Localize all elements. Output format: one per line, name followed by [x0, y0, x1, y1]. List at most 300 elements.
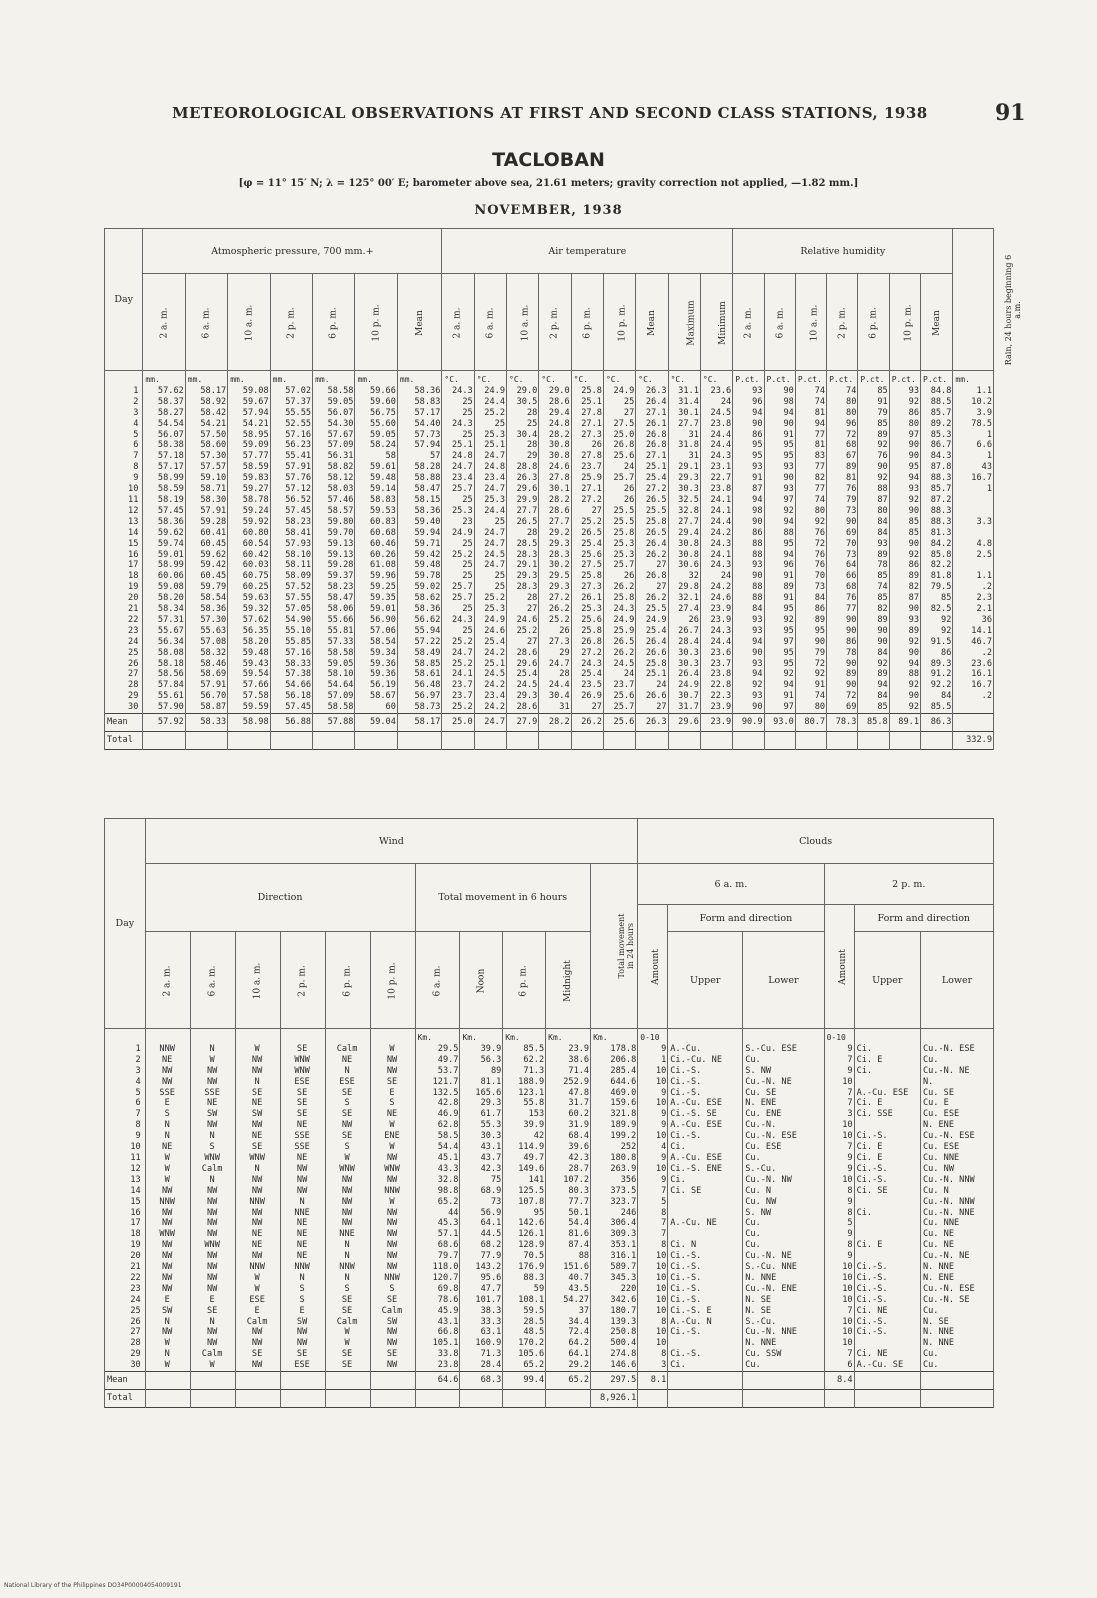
table-cell: 74 — [795, 495, 826, 506]
table-cell: 57.09 — [313, 440, 355, 451]
table-cell: 85 — [858, 419, 889, 430]
table-cell: 54.64 — [313, 680, 355, 691]
table-cell — [235, 1029, 280, 1044]
table-cell: 44 — [415, 1208, 460, 1219]
table-cell: NW — [190, 1208, 235, 1219]
table-cell: 24.2 — [700, 582, 732, 593]
column-header: 2 p. m. — [539, 274, 571, 371]
table-cell: W — [370, 1044, 415, 1055]
table-cell: 55.8 — [503, 1098, 546, 1109]
table-cell: 57 — [397, 451, 441, 462]
table-cell: 55.41 — [270, 451, 312, 462]
table-cell: 29.6 — [507, 659, 539, 670]
table-cell: 57.84 — [143, 680, 185, 691]
table-cell: 27.2 — [571, 648, 603, 659]
table-cell — [190, 1372, 235, 1390]
table-cell: 28 — [507, 593, 539, 604]
table-cell: 92 — [764, 506, 795, 517]
table-cell: 89 — [858, 550, 889, 561]
table-cell: 85 — [858, 593, 889, 604]
table-cell: 59.54 — [228, 669, 270, 680]
table-cell: 309.3 — [591, 1229, 638, 1240]
table-cell — [668, 1197, 743, 1208]
table-cell: 36 — [953, 615, 994, 626]
table-cell: 59.37 — [313, 571, 355, 582]
table-cell — [854, 1120, 920, 1131]
table-cell: 5 — [638, 1197, 668, 1208]
table-cell: 29.5 — [539, 571, 571, 582]
table-cell: 57.46 — [313, 495, 355, 506]
table-cell: W — [145, 1338, 190, 1349]
table-cell — [145, 1029, 190, 1044]
table-cell: 84 — [858, 648, 889, 659]
table-cell: 246 — [591, 1208, 638, 1219]
table-cell: 58.61 — [397, 669, 441, 680]
table-cell: WNW — [190, 1153, 235, 1164]
table-cell: 120.7 — [415, 1273, 460, 1284]
day-header-lower: Day — [105, 819, 146, 1029]
table-cell: 94 — [733, 637, 764, 648]
table-cell: 58.88 — [397, 473, 441, 484]
table-cell: 45.3 — [415, 1218, 460, 1229]
table-cell: SE — [325, 1349, 370, 1360]
table-cell: 90 — [764, 473, 795, 484]
table-cell: 9 — [638, 1153, 668, 1164]
table-cell: 8 — [824, 1186, 854, 1197]
table-cell: 58.59 — [228, 462, 270, 473]
table-cell: SE — [190, 1306, 235, 1317]
table-cell: 55.85 — [270, 637, 312, 648]
table-cell: 24.7 — [474, 451, 506, 462]
table-cell — [668, 1390, 743, 1408]
table-cell: 59.04 — [355, 714, 397, 732]
table-cell: 28.7 — [546, 1164, 591, 1175]
table-cell: 47.7 — [460, 1284, 503, 1295]
table-row — [105, 1098, 994, 1109]
table-cell: N — [190, 1317, 235, 1328]
table-cell: 96 — [733, 397, 764, 408]
table-cell: NW — [190, 1197, 235, 1208]
table-cell: 24.8 — [442, 451, 474, 462]
table-row — [105, 1262, 994, 1273]
table-row — [105, 1197, 994, 1208]
table-cell: 59.25 — [355, 582, 397, 593]
table-cell: 199.2 — [591, 1131, 638, 1142]
table-cell: 68.3 — [460, 1372, 503, 1390]
table-cell — [854, 1372, 920, 1390]
table-row — [105, 1186, 994, 1197]
total-row — [105, 1390, 994, 1408]
table-cell: 25.1 — [442, 440, 474, 451]
table-cell: 25.7 — [442, 484, 474, 495]
table-cell: 48.5 — [503, 1327, 546, 1338]
table-cell: 58.27 — [143, 408, 185, 419]
table-cell: SW — [370, 1317, 415, 1328]
table-cell: 93 — [733, 626, 764, 637]
table-cell: Cu. NNE — [920, 1218, 993, 1229]
table-cell: 25.2 — [571, 517, 603, 528]
table-cell: 43.3 — [415, 1164, 460, 1175]
table-cell: Ci.-S. SE — [668, 1109, 743, 1120]
table-cell — [442, 732, 474, 750]
table-cell: 56.62 — [397, 615, 441, 626]
table-cell: NW — [325, 1197, 370, 1208]
table-cell: Ci.-S. — [668, 1273, 743, 1284]
table-cell: NE — [280, 1251, 325, 1262]
table-cell: 76 — [795, 560, 826, 571]
column-header: 10 a. m. — [795, 274, 826, 371]
table-cell: 60.46 — [355, 539, 397, 550]
table-row — [105, 539, 994, 550]
table-cell: 28.5 — [507, 539, 539, 550]
table-cell: WNW — [145, 1229, 190, 1240]
table-cell: ESE — [280, 1360, 325, 1371]
table-cell: °C. — [442, 371, 474, 386]
table-cell: 93 — [858, 539, 889, 550]
table-row — [105, 1360, 994, 1371]
table-cell: SW — [145, 1306, 190, 1317]
table-cell: 159.6 — [591, 1098, 638, 1109]
table-cell: 93 — [889, 386, 920, 397]
table-cell: °C. — [636, 371, 668, 386]
table-cell: 89.2 — [921, 419, 953, 430]
table-cell: SE — [235, 1088, 280, 1099]
table-cell: 90 — [827, 659, 858, 670]
table-cell: SE — [325, 1306, 370, 1317]
table-cell: 26 — [668, 615, 700, 626]
table-cell: NW — [325, 1175, 370, 1186]
table-cell: NW — [190, 1262, 235, 1273]
table-cell: 10 — [824, 1262, 854, 1273]
table-cell: 24.8 — [539, 419, 571, 430]
table-cell: N — [190, 1175, 235, 1186]
table-cell: 1 — [953, 451, 994, 462]
station-coordinates: [φ = 11° 15′ N; λ = 125° 00′ E; barometer above sea, 21.61 meters; gravity correction not applied, —1.82 mm.] — [238, 178, 859, 189]
movement24-header: Total movement in 24 hours — [591, 864, 638, 1029]
table-cell: SE — [280, 1088, 325, 1099]
table-row — [105, 1208, 994, 1219]
table-cell: 25.0 — [442, 714, 474, 732]
table-cell: N — [145, 1120, 190, 1131]
column-header: 6 a. m. — [474, 274, 506, 371]
table-cell: 28.3 — [539, 550, 571, 561]
table-cell: SE — [235, 1142, 280, 1153]
table-cell — [854, 1197, 920, 1208]
table-cell: ESE — [325, 1077, 370, 1088]
table-cell: 57.30 — [185, 451, 227, 462]
table-cell: 85 — [858, 702, 889, 713]
table-cell: 10 — [824, 1120, 854, 1131]
table-cell: 71.3 — [460, 1349, 503, 1360]
table-cell: Mean — [105, 1372, 146, 1390]
table-cell: 250.8 — [591, 1327, 638, 1338]
table-cell: 57.90 — [143, 702, 185, 713]
table-cell: 58.15 — [397, 495, 441, 506]
table-cell: NW — [145, 1066, 190, 1077]
table-cell: 88.5 — [921, 397, 953, 408]
table-cell: 60.2 — [546, 1109, 591, 1120]
table-cell: 24.7 — [474, 539, 506, 550]
table-cell: 178.8 — [591, 1044, 638, 1055]
table-cell: 24.4 — [700, 440, 732, 451]
table-cell: 25.3 — [474, 430, 506, 441]
table-cell: 30 — [105, 1360, 146, 1371]
table-cell: SW — [190, 1109, 235, 1120]
table-cell: 94 — [733, 495, 764, 506]
table-cell: 125.5 — [503, 1186, 546, 1197]
table-cell: N. SE — [743, 1295, 824, 1306]
table-cell: NW — [235, 1066, 280, 1077]
table-cell: NW — [235, 1120, 280, 1131]
table-row — [105, 386, 994, 397]
table-cell: 57.16 — [270, 430, 312, 441]
table-cell: Cu.-N. NNW — [920, 1197, 993, 1208]
table-cell: 1.1 — [953, 571, 994, 582]
table-cell: 316.1 — [591, 1251, 638, 1262]
table-cell: 30.2 — [539, 560, 571, 571]
table-cell: 3 — [638, 1360, 668, 1371]
table-cell: 9 — [824, 1251, 854, 1262]
table-cell: 28 — [507, 440, 539, 451]
table-cell: 24 — [105, 637, 143, 648]
table-cell: WNW — [370, 1164, 415, 1175]
table-cell: 123.1 — [503, 1088, 546, 1099]
table-cell: 57.45 — [143, 506, 185, 517]
table-cell: 25.1 — [474, 659, 506, 670]
table-cell: NE — [145, 1142, 190, 1153]
table-cell: 10 — [638, 1251, 668, 1262]
humidity-group-header: Relative humidity — [733, 229, 953, 274]
table-cell: 7 — [105, 1109, 146, 1120]
table-cell: 90 — [858, 626, 889, 637]
table-cell: 62.8 — [415, 1120, 460, 1131]
table-cell: S — [190, 1142, 235, 1153]
table-cell: NW — [190, 1186, 235, 1197]
table-cell: 86.3 — [921, 714, 953, 732]
table-cell: 25.2 — [474, 408, 506, 419]
table-row — [105, 1120, 994, 1131]
table-cell: 9 — [824, 1164, 854, 1175]
table-cell — [474, 732, 506, 750]
table-cell — [235, 1390, 280, 1408]
footer-credit: National Library of the Philippines DO34P00004054009191 — [4, 1582, 182, 1589]
table-cell: NE — [280, 1240, 325, 1251]
table-cell: 59.61 — [355, 462, 397, 473]
table-cell: 79.7 — [415, 1251, 460, 1262]
table-cell: N — [280, 1273, 325, 1284]
table-cell: NNW — [145, 1197, 190, 1208]
table-cell: 25.4 — [571, 669, 603, 680]
table-cell: 26 — [105, 1317, 146, 1328]
table-cell: 56.97 — [397, 691, 441, 702]
table-cell: 65.2 — [503, 1360, 546, 1371]
table-cell: 59.79 — [185, 582, 227, 593]
table-cell: 25.5 — [603, 517, 635, 528]
table-cell: mm. — [397, 371, 441, 386]
table-cell: 263.9 — [591, 1164, 638, 1175]
table-cell: 70.5 — [503, 1251, 546, 1262]
table-cell: W — [325, 1327, 370, 1338]
table-cell: 21 — [105, 1262, 146, 1273]
form-subheader: Lower — [920, 932, 993, 1029]
column-header: Mean — [921, 274, 953, 371]
table-cell: N — [235, 1077, 280, 1088]
table-cell: 30.1 — [668, 408, 700, 419]
table-cell: NW — [235, 1208, 280, 1219]
table-cell: 1 — [953, 430, 994, 441]
table-cell — [190, 1029, 235, 1044]
table-cell: NE — [145, 1055, 190, 1066]
table-cell: 29.3 — [460, 1098, 503, 1109]
table-cell: 59.92 — [228, 517, 270, 528]
table-cell: 77 — [795, 484, 826, 495]
table-cell: 31.1 — [668, 386, 700, 397]
table-row — [105, 593, 994, 604]
table-cell: 9 — [105, 1131, 146, 1142]
table-cell: 72.4 — [546, 1327, 591, 1338]
table-cell: 23.7 — [700, 659, 732, 670]
table-cell: 15 — [105, 1197, 146, 1208]
table-cell — [953, 714, 994, 732]
table-cell: 59.36 — [355, 659, 397, 670]
table-cell: 24.7 — [539, 659, 571, 670]
table-cell: Cu. — [920, 1306, 993, 1317]
table-cell: 94 — [795, 419, 826, 430]
table-row — [105, 419, 994, 430]
table-cell: N. ENE — [743, 1098, 824, 1109]
table-cell: 54.30 — [313, 419, 355, 430]
table-cell: 56.19 — [355, 680, 397, 691]
table-cell — [953, 528, 994, 539]
table-cell: NNW — [280, 1262, 325, 1273]
table-cell: 57.77 — [228, 451, 270, 462]
table-cell: 20 — [105, 1251, 146, 1262]
table-cell: 9 — [824, 1197, 854, 1208]
table-cell: 58.83 — [397, 397, 441, 408]
table-cell: 25 — [442, 408, 474, 419]
table-cell: 56.34 — [143, 637, 185, 648]
table-cell: 252 — [591, 1142, 638, 1153]
table-cell: P.ct. — [921, 371, 953, 386]
table-cell: 25 — [474, 582, 506, 593]
table-cell — [507, 732, 539, 750]
table-cell: 58.60 — [185, 440, 227, 451]
table-cell — [228, 732, 270, 750]
table-cell: 8.1 — [638, 1372, 668, 1390]
table-cell: 24.3 — [603, 604, 635, 615]
table-cell: NW — [280, 1175, 325, 1186]
table-cell: 59.78 — [397, 571, 441, 582]
table-cell: 2 — [105, 1055, 146, 1066]
table-cell: A.-Cu. SE — [854, 1360, 920, 1371]
table-cell: Cu. E — [920, 1098, 993, 1109]
table-cell: Ci.-S. — [668, 1066, 743, 1077]
table-cell: 24.2 — [474, 702, 506, 713]
table-cell: 81 — [827, 473, 858, 484]
table-cell: 27.3 — [539, 637, 571, 648]
table-cell: 57.91 — [185, 680, 227, 691]
table-cell: 107.2 — [546, 1175, 591, 1186]
table-row — [105, 1273, 994, 1284]
table-cell: 73 — [827, 550, 858, 561]
table-cell: mm. — [143, 371, 185, 386]
table-cell: 25.2 — [507, 626, 539, 637]
table-cell — [920, 1390, 993, 1408]
table-cell: 32.1 — [668, 593, 700, 604]
table-cell: 38.6 — [546, 1055, 591, 1066]
table-cell: NE — [370, 1109, 415, 1120]
table-cell: 9 — [638, 1175, 668, 1186]
table-cell: 57.88 — [313, 714, 355, 732]
clouds-6am-header: 6 a. m. — [638, 864, 824, 905]
table-cell: 68.2 — [460, 1240, 503, 1251]
station-name: TACLOBAN — [492, 149, 605, 171]
table-cell: mm. — [185, 371, 227, 386]
table-cell: NW — [370, 1251, 415, 1262]
table-cell: NNE — [325, 1229, 370, 1240]
table-cell: 57.67 — [313, 430, 355, 441]
table-cell: NW — [235, 1360, 280, 1371]
table-cell: mm. — [270, 371, 312, 386]
table-cell — [503, 1390, 546, 1408]
table-cell: 31 — [539, 702, 571, 713]
table-cell: 27.5 — [571, 560, 603, 571]
table-cell: 81.1 — [460, 1077, 503, 1088]
table-cell: 30.5 — [507, 397, 539, 408]
clouds-2pm-header: 2 p. m. — [824, 864, 993, 905]
table-cell — [854, 1251, 920, 1262]
upper-observations-table — [104, 228, 1023, 750]
table-cell: 26.5 — [603, 637, 635, 648]
table-cell: 25.2 — [442, 637, 474, 648]
table-cell: NNW — [370, 1186, 415, 1197]
table-cell: 92 — [889, 702, 920, 713]
table-cell: 27.3 — [571, 582, 603, 593]
table-cell: 54.27 — [546, 1295, 591, 1306]
table-cell: 25.4 — [636, 626, 668, 637]
table-cell: A.-Cu. N — [668, 1317, 743, 1328]
table-cell: 93.0 — [764, 714, 795, 732]
table-cell: 57.17 — [397, 408, 441, 419]
table-cell — [415, 1390, 460, 1408]
table-cell: 78.3 — [827, 714, 858, 732]
table-cell: 9 — [638, 1088, 668, 1099]
table-cell: 58.23 — [270, 517, 312, 528]
table-cell: 55.3 — [460, 1120, 503, 1131]
table-cell: 92 — [733, 680, 764, 691]
table-cell: 98 — [764, 397, 795, 408]
table-cell: 29.5 — [415, 1044, 460, 1055]
table-cell: Cu. ESE — [743, 1142, 824, 1153]
table-cell: 74 — [827, 386, 858, 397]
table-cell: 28 — [105, 1338, 146, 1349]
table-row — [105, 702, 994, 713]
table-cell: 8 — [824, 1208, 854, 1219]
table-cell: Km. — [591, 1029, 638, 1044]
table-cell: 10 — [638, 1164, 668, 1175]
table-cell: 30.8 — [668, 539, 700, 550]
table-cell: NW — [235, 1251, 280, 1262]
table-cell: 10.2 — [953, 397, 994, 408]
table-cell: 54.4 — [415, 1142, 460, 1153]
table-cell: 0-10 — [638, 1029, 668, 1044]
table-cell: NW — [325, 1120, 370, 1131]
table-cell: 58.73 — [397, 702, 441, 713]
table-cell: 68 — [827, 582, 858, 593]
table-cell: 25 — [442, 604, 474, 615]
table-cell — [280, 1029, 325, 1044]
table-cell: 80 — [858, 506, 889, 517]
